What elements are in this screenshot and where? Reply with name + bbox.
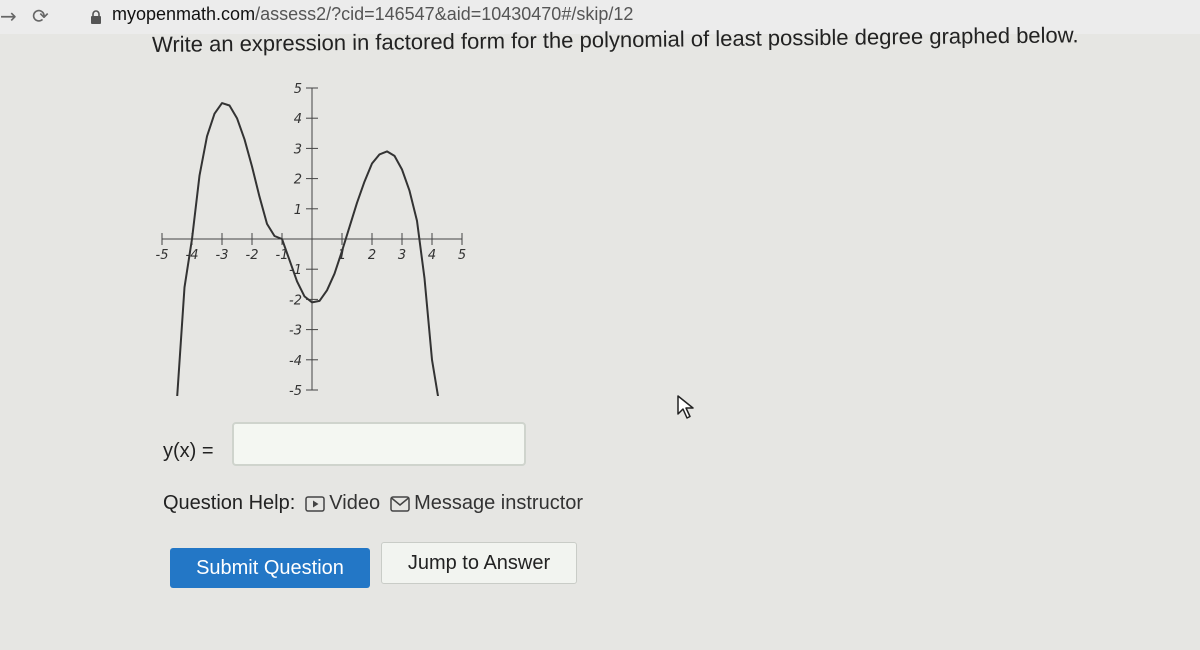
question-prompt: Write an expression in factored form for the polynomial of least possible degree graphed below.: [151, 22, 1079, 57]
x-tick-label: 4: [427, 248, 437, 263]
video-link[interactable]: [305, 492, 380, 515]
y-tick-label: 2: [293, 172, 302, 188]
x-tick-label: 5: [457, 248, 467, 263]
mouse-cursor-icon: [676, 394, 698, 420]
video-icon: [305, 496, 325, 512]
url-path: /assess2/?cid=146547&aid=10430470#/skip/12: [255, 4, 634, 24]
jump-to-answer-button[interactable]: Jump to Answer: [381, 542, 577, 584]
lock-icon: [90, 10, 102, 24]
x-tick-label: -4: [185, 248, 199, 263]
x-tick-label: -5: [155, 248, 169, 263]
x-tick-label: -2: [245, 248, 259, 263]
y-tick-label: -2: [289, 293, 302, 309]
reload-icon[interactable]: ⟳: [32, 4, 49, 28]
url-host: myopenmath.com: [112, 4, 256, 24]
x-tick-label: -3: [215, 248, 229, 263]
x-tick-label: 3: [397, 248, 407, 263]
y-tick-label: 1: [293, 202, 302, 218]
y-tick-label: -5: [289, 384, 302, 399]
question-help: [163, 492, 583, 515]
message-link-label: Message instructor: [414, 492, 584, 514]
arrow-right-icon[interactable]: →: [0, 4, 17, 28]
y-tick-label: -1: [289, 263, 302, 279]
x-tick-label: -1: [275, 248, 289, 263]
answer-label: y(x) =: [163, 440, 214, 462]
address-bar[interactable]: [112, 4, 633, 25]
mail-icon: [390, 496, 410, 512]
question-help-label: Question Help:: [163, 492, 296, 514]
answer-input[interactable]: [232, 422, 526, 466]
y-tick-label: -4: [289, 353, 302, 369]
message-instructor-link[interactable]: [390, 492, 583, 515]
y-tick-label: 4: [293, 112, 302, 128]
polynomial-graph: [140, 70, 480, 420]
submit-question-button[interactable]: Submit Question: [170, 548, 370, 588]
y-tick-label: 3: [293, 142, 302, 158]
y-tick-label: -3: [289, 323, 302, 339]
y-tick-label: 5: [293, 82, 302, 97]
x-tick-label: 2: [367, 248, 377, 263]
x-tick-label: 1: [337, 248, 347, 263]
video-link-label: Video: [329, 492, 381, 514]
